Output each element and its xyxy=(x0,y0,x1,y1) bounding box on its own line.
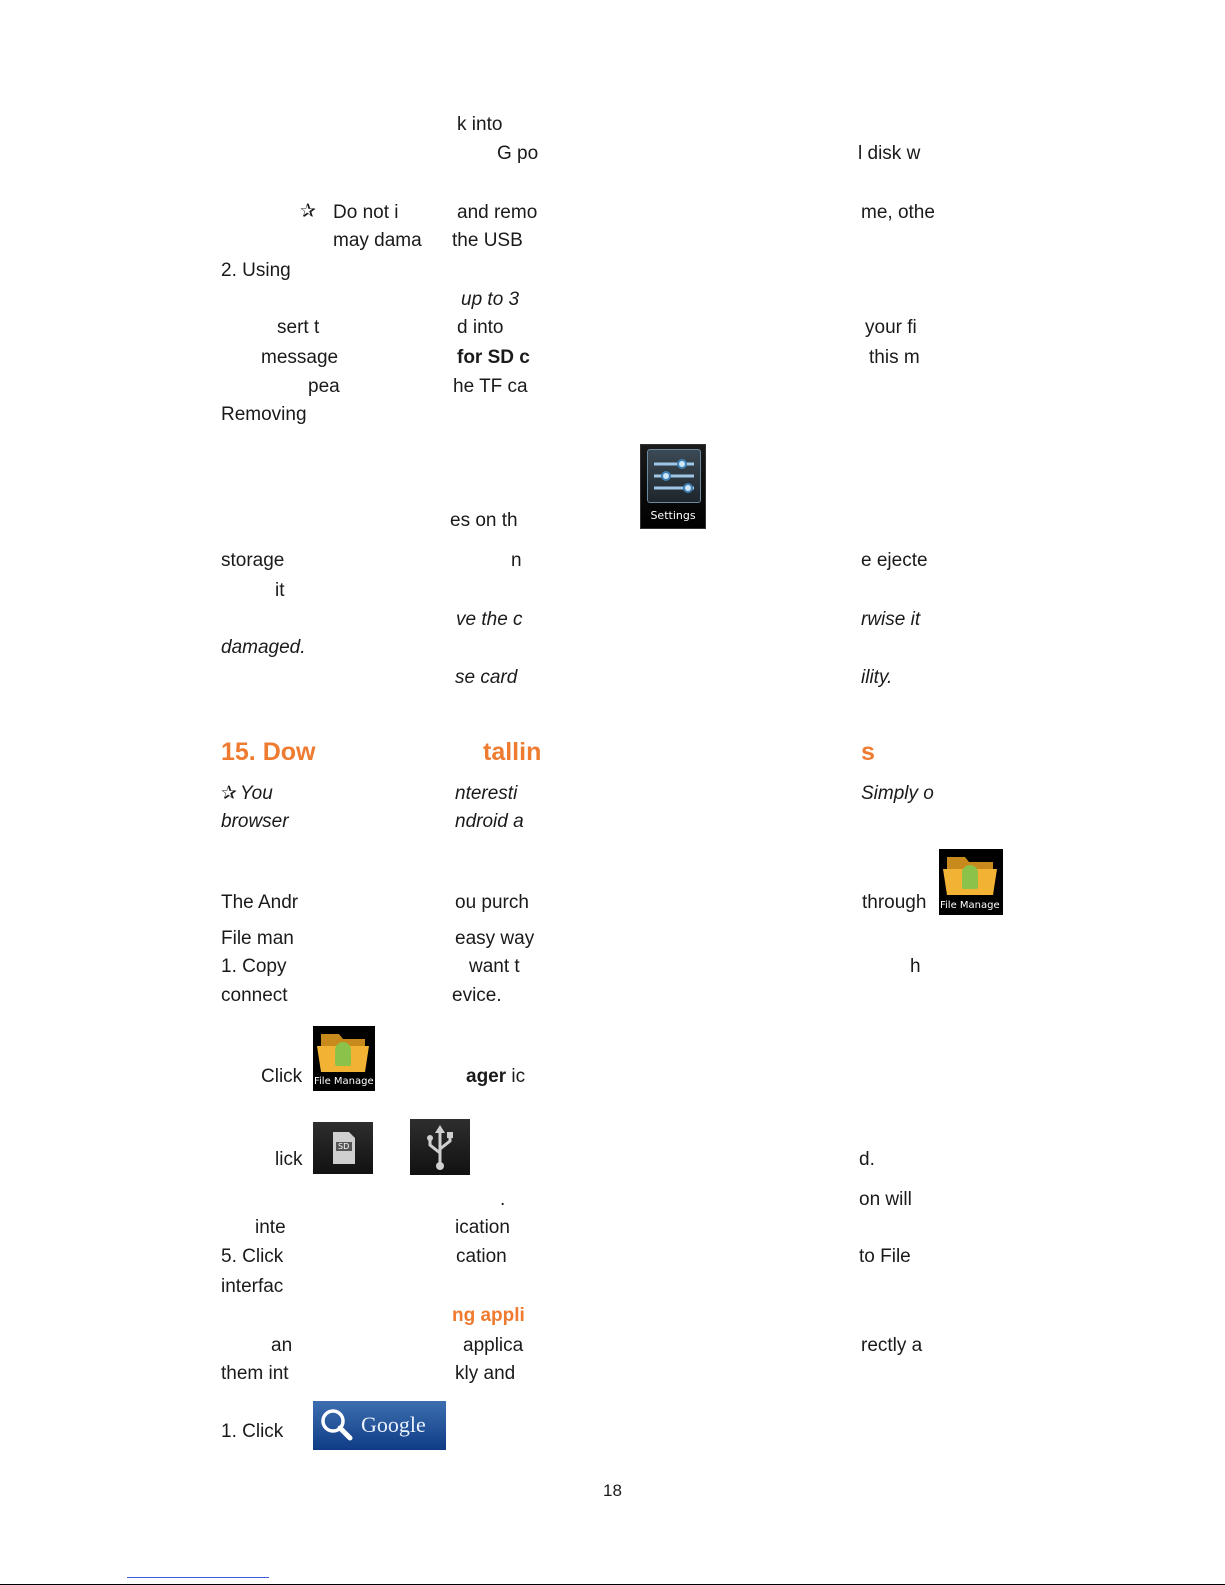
text-fragment: pea xyxy=(308,376,340,397)
sd-label: SD xyxy=(338,1142,350,1151)
text-fragment: e ejecte xyxy=(861,550,928,571)
subsection-heading: ng appli xyxy=(452,1305,525,1326)
section-heading: s xyxy=(861,738,875,766)
usb-icon xyxy=(410,1119,470,1175)
text-fragment: through xyxy=(862,892,927,913)
text-fragment: . xyxy=(500,1189,506,1210)
text-fragment: d. xyxy=(859,1149,875,1170)
text-fragment: 5. Click xyxy=(221,1246,284,1267)
text-fragment: k into xyxy=(457,114,503,135)
text-fragment: the USB xyxy=(452,230,523,251)
text-fragment: 1. Copy xyxy=(221,956,287,977)
text-fragment: your fi xyxy=(865,317,917,338)
text-fragment: may dama xyxy=(333,230,422,251)
google-search-button[interactable] xyxy=(313,1401,446,1450)
text-fragment: easy way xyxy=(455,928,535,949)
search-icon xyxy=(313,1401,357,1450)
text-fragment: to File xyxy=(859,1246,911,1267)
page-number: 18 xyxy=(603,1481,622,1500)
text-fragment: ager xyxy=(466,1066,507,1087)
text-fragment: it xyxy=(275,580,285,601)
text-fragment: applica xyxy=(463,1335,524,1356)
text-fragment: Do not i xyxy=(333,202,399,223)
folder-android-icon xyxy=(313,1026,375,1076)
text-fragment: rwise it xyxy=(861,609,921,630)
text-fragment: d into xyxy=(457,317,504,338)
text-fragment: them int xyxy=(221,1363,289,1384)
text-fragment: The Andr xyxy=(221,892,299,913)
settings-app-icon[interactable] xyxy=(640,444,706,529)
text-fragment: message xyxy=(261,347,339,368)
text-fragment: on will xyxy=(859,1189,912,1210)
text-fragment: for SD c xyxy=(457,347,530,368)
text-fragment: nteresti xyxy=(455,783,518,804)
text-fragment: cation xyxy=(456,1246,507,1267)
text-fragment: ication xyxy=(455,1217,510,1238)
file-manager-label: File Manage xyxy=(314,1076,374,1087)
text-fragment: Simply o xyxy=(861,783,934,804)
text-fragment: an xyxy=(271,1335,293,1356)
footer-link-line xyxy=(127,1577,269,1578)
section-heading: tallin xyxy=(483,738,542,766)
settings-label: Settings xyxy=(650,509,696,522)
text-fragment: kly and xyxy=(455,1363,516,1384)
text-fragment: want t xyxy=(469,956,520,977)
text-fragment: ndroid a xyxy=(455,811,524,832)
text-fragment: 2. Using xyxy=(221,260,291,281)
text-fragment: and remo xyxy=(457,202,538,223)
text-fragment: ic xyxy=(506,1066,526,1087)
text-fragment: ve the c xyxy=(456,609,523,630)
text-fragment: n xyxy=(511,550,522,571)
section-heading: 15. Dow xyxy=(221,738,316,766)
text-fragment: File man xyxy=(221,928,294,949)
text-fragment: G po xyxy=(497,143,539,164)
text-fragment: this m xyxy=(869,347,920,368)
text-fragment: Click xyxy=(261,1066,303,1087)
file-manager-label: File Manage xyxy=(940,900,1000,911)
text-fragment: rectly a xyxy=(861,1335,923,1356)
text-fragment: inte xyxy=(255,1217,286,1238)
star-icon: ✰ xyxy=(221,783,237,804)
text-fragment: Removing xyxy=(221,404,307,425)
folder-android-icon xyxy=(939,849,1003,899)
text-fragment: browser xyxy=(221,811,289,832)
text-fragment: lick xyxy=(275,1149,303,1170)
text-fragment xyxy=(466,1067,525,1086)
usb-button[interactable] xyxy=(410,1119,470,1175)
text-fragment: sert t xyxy=(277,317,320,338)
text-fragment: he TF ca xyxy=(453,376,528,397)
star-icon: ✰ xyxy=(300,201,316,222)
sliders-icon xyxy=(647,449,701,503)
text-fragment: evice. xyxy=(452,985,502,1006)
text-fragment: es on th xyxy=(450,510,518,531)
text-fragment: interfac xyxy=(221,1276,284,1297)
google-label: Google xyxy=(361,1412,426,1437)
text-fragment: storage xyxy=(221,550,285,571)
text-fragment: me, othe xyxy=(861,202,935,223)
text-fragment: h xyxy=(910,956,921,977)
text-fragment: up to 3 xyxy=(461,289,520,310)
file-manager-app-icon-2[interactable] xyxy=(313,1026,375,1091)
text-fragment: damaged. xyxy=(221,637,306,658)
text-fragment: 1. Click xyxy=(221,1421,284,1442)
text-fragment: ou purch xyxy=(455,892,529,913)
text-fragment: You xyxy=(240,783,273,804)
text-fragment: ility. xyxy=(861,667,893,688)
file-manager-app-icon[interactable] xyxy=(939,849,1003,915)
text-fragment: connect xyxy=(221,985,288,1006)
text-fragment: l disk w xyxy=(858,143,921,164)
text-fragment: se card xyxy=(455,667,518,688)
sd-card-button[interactable] xyxy=(313,1122,373,1174)
